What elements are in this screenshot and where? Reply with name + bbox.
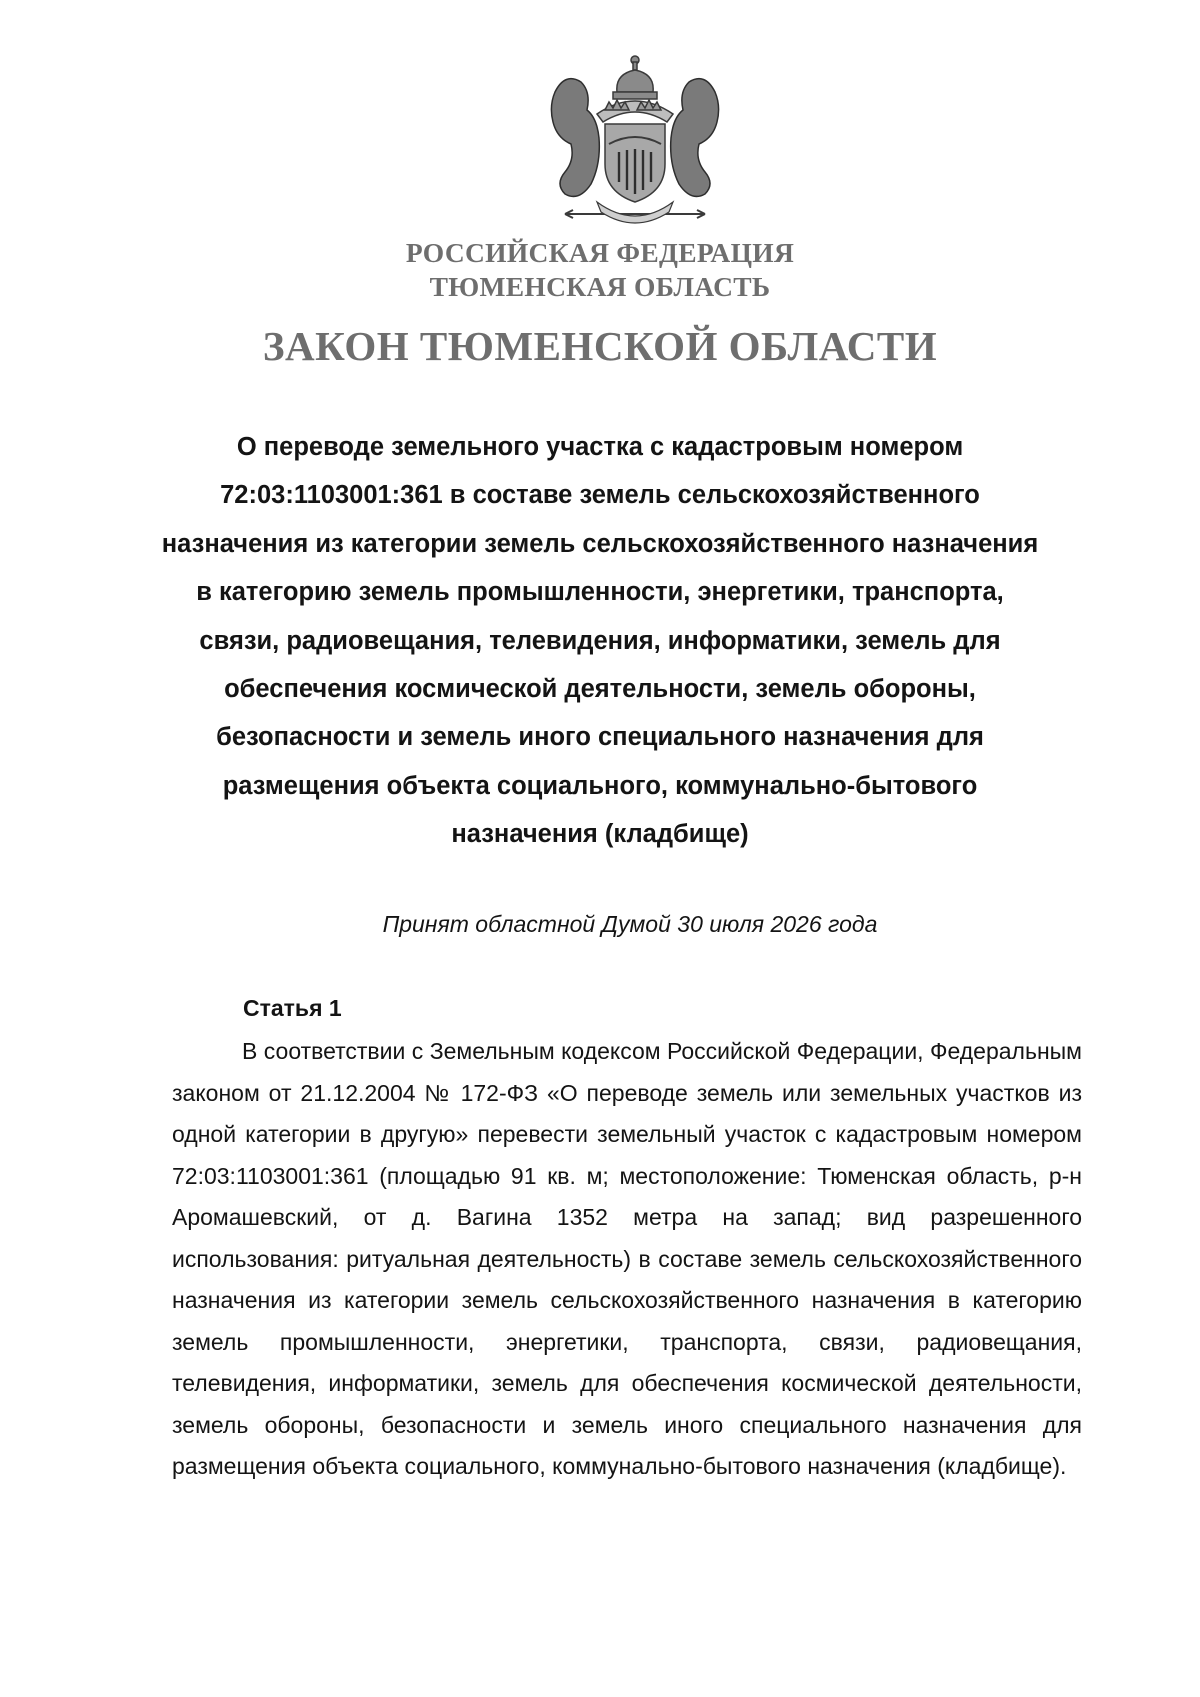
adoption-note: Принят областной Думой 30 июля 2026 года bbox=[382, 911, 878, 937]
document-header bbox=[0, 236, 1200, 374]
document-title: О переводе земельного участка с кадастровым номером 72:03:1103001:361 в составе земель сельскохозяйственного назначения из категории земель сельскохозяйственного назначения в категорию земель промышленности, энергетики, транспорта, связи, радиовещания, телевидения, информатики, земель для обеспечения космической деятельности, земель обороны, безопасности и земель иного специального назначения для размещения объекта социального, коммунально-бытового назначения (кладбище) bbox=[161, 433, 1039, 849]
region-name: ТЮМЕНСКАЯ ОБЛАСТЬ bbox=[429, 271, 771, 302]
article-text: В соответствии с Земельным кодексом Российской Федерации, Федеральным законом от 21.12.2004 № 172-ФЗ «О переводе земель или земельных участков из одной категории в другую» перевести земельный участок с кадастровым номером 72:03:1103001:361 (площадью 91 кв. м; местоположение: Тюменская область, р-н Аромашевский, от д. Вагина 1352 метра на запад; вид разрешенного использования: ритуальная деятельность) в составе земель сельскохозяйственного назначения из категории земель сельскохозяйственного назначения в категорию земель промышленности, энергетики, транспорта, связи, радиовещания, телевидения, информатики, земель для обеспечения космической деятельности, земель обороны, безопасности и земель иного специального назначения для размещения объекта социального, коммунально-бытового назначения (кладбище). bbox=[172, 1038, 1082, 1479]
law-title: ЗАКОН ТЮМЕНСКОЙ ОБЛАСТИ bbox=[262, 323, 938, 369]
article-heading: Статья 1 bbox=[243, 995, 342, 1021]
country-name: РОССИЙСКАЯ ФЕДЕРАЦИЯ bbox=[405, 237, 795, 268]
coat-of-arms-icon bbox=[535, 52, 735, 232]
